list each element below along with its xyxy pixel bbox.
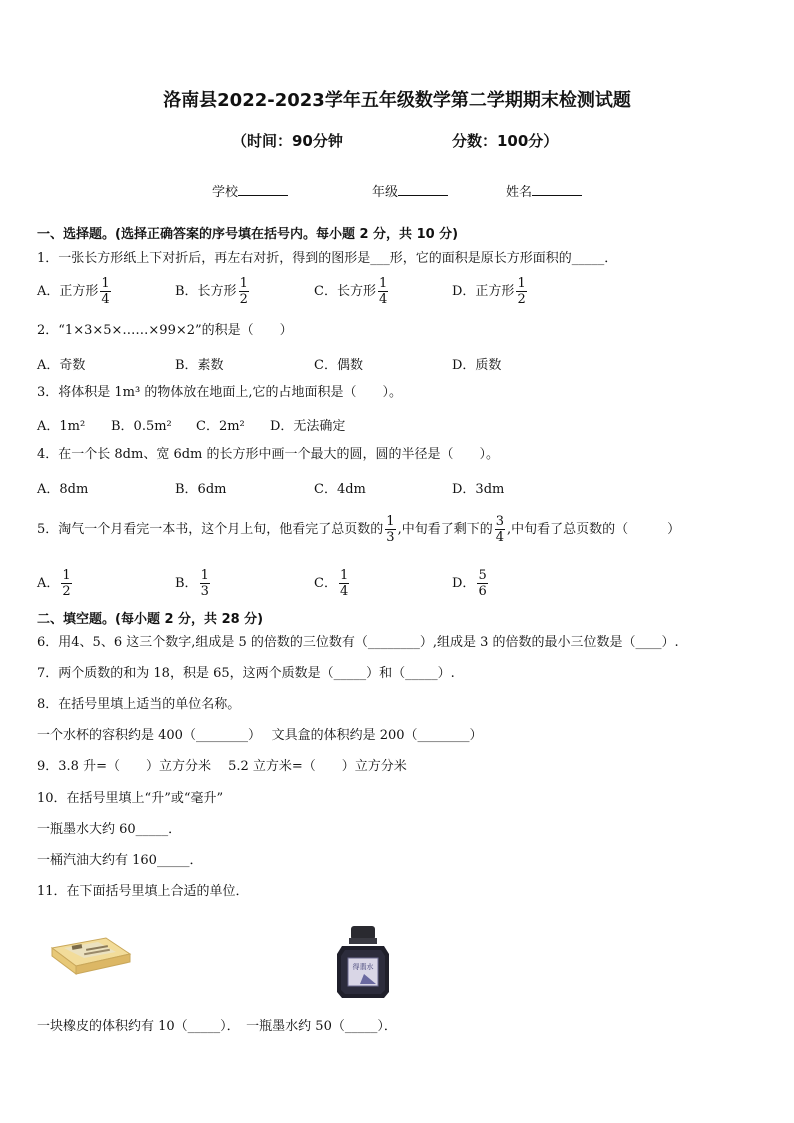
ink-bottle-image [334,924,392,1000]
q4-option-c: C．4dm [314,482,366,497]
question-1: 1．一张长方形纸上下对折后，再左右对折，得到的图形是___形，它的面积是原长方形面积的_____． [37,251,618,266]
q1-option-c: C．长方形 $\frac{1}{4}$ [314,276,388,307]
question-5: 5．淘气一个月看完一本书，这个月上旬，他看完了总页数的 $\frac{1}{3}$ ,中旬看了剩下的 $\frac{3}{4}$ ,中旬看了总页数的（ ） [37,514,681,545]
question-11-line: 一块橡皮的体积约有 10（_____）． 一瓶墨水约 50（_____）． [37,1019,397,1034]
question-4: 4．在一个长 8dm、宽 6dm 的长方形中画一个最大的圆，圆的半径是（ ）。 [37,447,500,462]
question-10-b: 一桶汽油大约有 160_____． [37,853,203,868]
q3-option-c: C．2m² [196,419,245,434]
q2-option-c: C．偶数 [314,358,363,373]
question-2: 2．“1×3×5×……×99×2”的积是（ ） [37,323,293,338]
question-9: 9．3.8 升=（ ）立方分米 5.2 立方米=（ ）立方分米 [37,759,407,774]
question-7: 7．两个质数的和为 18，积是 65，这两个质数是（_____）和（_____）. [37,666,455,681]
question-10-a: 一瓶墨水大约 60_____． [37,822,182,837]
q2-option-a: A．奇数 [37,358,86,373]
question-3: 3．将体积是 1m³ 的物体放在地面上,它的占地面积是（ ）。 [37,385,402,400]
question-8-line: 一个水杯的容积约是 400（________） 文具盒的体积约是 200（________） [37,728,483,743]
exam-time: （时间：90分钟 [232,132,343,150]
q1-option-d: D．正方形 $\frac{1}{2}$ [452,276,526,307]
q5-option-c: C． $\frac{1}{4}$ [314,568,349,599]
school-field: 学校 [212,181,288,200]
exam-score: 分数：100分） [452,132,559,150]
q5-option-d: D． $\frac{5}{6}$ [452,568,487,599]
q2-option-b: B．素数 [175,358,224,373]
q5-option-b: B． $\frac{1}{3}$ [175,568,209,599]
q3-option-a: A．1m² [37,419,86,434]
question-10: 10．在括号里填上“升”或“毫升” [37,791,224,806]
q3-option-b: B．0.5m² [111,419,172,434]
name-field: 姓名 [506,181,582,200]
question-11: 11．在下面括号里填上合适的单位． [37,884,249,899]
q4-option-b: B．6dm [175,482,227,497]
q4-option-d: D．3dm [452,482,505,497]
q5-option-a: A． $\frac{1}{2}$ [37,568,71,599]
question-6: 6．用4、5、6 这三个数字,组成是 5 的倍数的三位数有（________）,组成是 3 的倍数的最小三位数是（____）. [37,635,679,650]
section-1-heading: 一、选择题。(选择正确答案的序号填在括号内。每小题 2 分，共 10 分) [37,227,459,242]
section-2-heading: 二、填空题。(每小题 2 分，共 28 分) [37,612,264,627]
grade-field: 年级 [372,181,448,200]
q1-option-b: B．长方形 $\frac{1}{2}$ [175,276,248,307]
q1-option-a: A．正方形 $\frac{1}{4}$ [37,276,110,307]
ink-label: 得翡水 [352,963,374,971]
q4-option-a: A．8dm [37,482,89,497]
page-title: 洛南县2022-2023学年五年级数学第二学期期末检测试题 [163,90,631,111]
q2-option-d: D．质数 [452,358,502,373]
q3-option-d: D．无法确定 [270,419,346,434]
question-8: 8．在括号里填上适当的单位名称。 [37,697,241,712]
eraser-image [46,934,134,978]
